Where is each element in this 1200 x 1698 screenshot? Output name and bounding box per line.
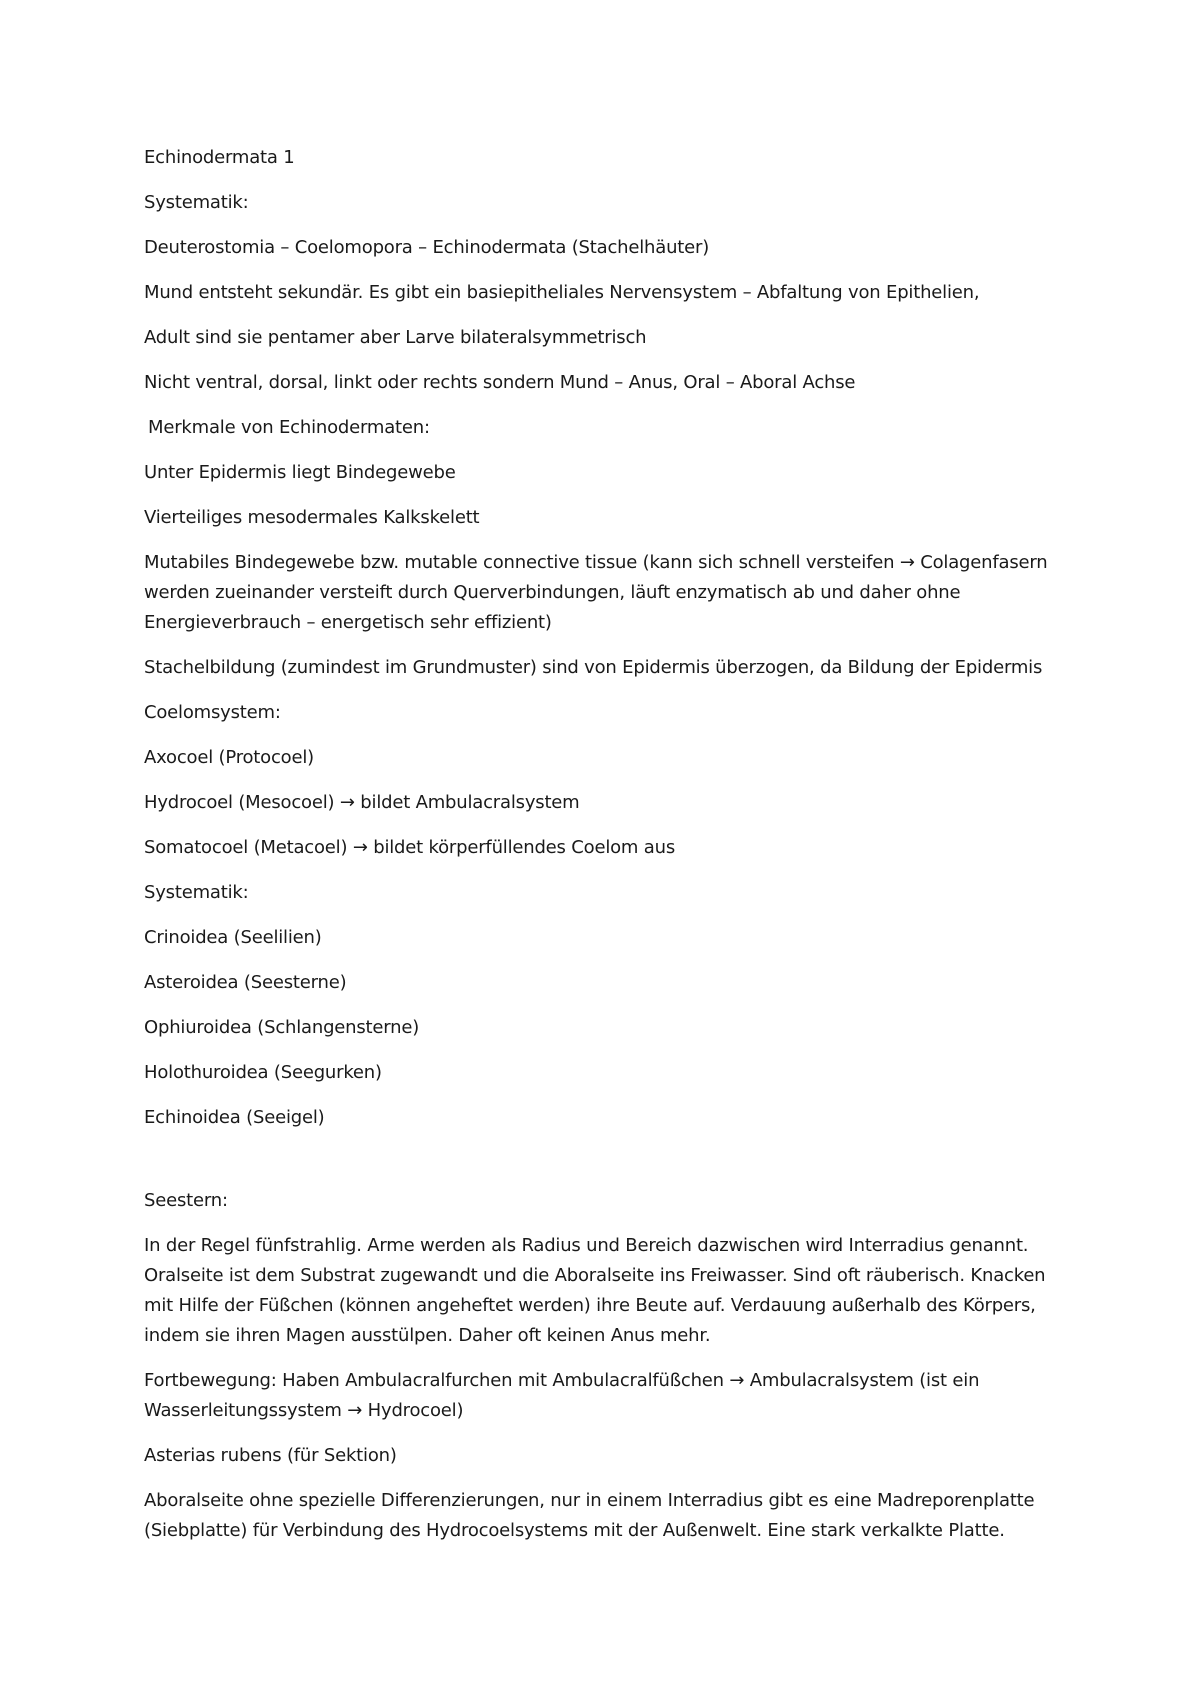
class-item: Crinoidea (Seelilien) <box>144 927 322 948</box>
document-body <box>144 143 1064 1561</box>
class-item: Ophiuroidea (Schlangensterne) <box>144 1017 420 1038</box>
paragraph-mutabiles: Mutabiles Bindegewebe bzw. mutable connective tissue (kann sich schnell versteifen → Colagenfasern werden zueinander versteift durch Querverbindungen, läuft enzymatisch ab und daher ohne Energieverbrauch – energetisch sehr effizient) <box>144 552 1048 633</box>
merkmale-heading: Merkmale von Echinodermaten: <box>148 417 430 438</box>
class-item: Asteroidea (Seesterne) <box>144 972 347 993</box>
paragraph-regel: In der Regel fünfstrahlig. Arme werden als Radius und Bereich dazwischen wird Interradius genannt. Oralseite ist dem Substrat zugewandt und die Aboralseite ins Freiwasser. Sind oft räuberisch. Knacken mit Hilfe der Füßchen (können angeheftet werden) ihre Beute auf. Verdauung außerhalb des Körpers, indem sie ihren Magen ausstülpen. Daher oft keinen Anus mehr. <box>144 1235 1046 1346</box>
paragraph-hydrocoel: Hydrocoel (Mesocoel) → bildet Ambulacralsystem <box>144 792 580 813</box>
paragraph-axocoel: Axocoel (Protocoel) <box>144 747 314 768</box>
paragraph-unter-epidermis: Unter Epidermis liegt Bindegewebe <box>144 462 456 483</box>
paragraph-stachelbildung: Stachelbildung (zumindest im Grundmuster) sind von Epidermis überzogen, da Bildung der Epidermis <box>144 657 1043 678</box>
paragraph-deuterostomia: Deuterostomia – Coelomopora – Echinodermata (Stachelhäuter) <box>144 237 710 258</box>
seestern-heading: Seestern: <box>144 1190 228 1211</box>
paragraph-somatocoel: Somatocoel (Metacoel) → bildet körperfüllendes Coelom aus <box>144 837 675 858</box>
paragraph-adult: Adult sind sie pentamer aber Larve bilateralsymmetrisch <box>144 327 647 348</box>
class-item: Holothuroidea (Seegurken) <box>144 1062 382 1083</box>
paragraph-aboralseite: Aboralseite ohne spezielle Differenzierungen, nur in einem Interradius gibt es eine Madreporenplatte (Siebplatte) für Verbindung des Hydrocoelsystems mit der Außenwelt. Eine stark verkalkte Platte. <box>144 1490 1035 1541</box>
paragraph-asterias: Asterias rubens (für Sektion) <box>144 1445 397 1466</box>
systematik-heading: Systematik: <box>144 192 249 213</box>
class-item: Echinoidea (Seeigel) <box>144 1107 325 1128</box>
document-title: Echinodermata 1 <box>144 147 295 168</box>
paragraph-fortbewegung: Fortbewegung: Haben Ambulacralfurchen mit Ambulacralfüßchen → Ambulacralsystem (ist ein Wasserleitungssystem → Hydrocoel) <box>144 1370 980 1421</box>
systematik-heading-2: Systematik: <box>144 882 249 903</box>
coelomsystem-heading: Coelomsystem: <box>144 702 281 723</box>
paragraph-vierteiliges: Vierteiliges mesodermales Kalkskelett <box>144 507 480 528</box>
blank-line <box>144 1148 1064 1186</box>
paragraph-nicht-ventral: Nicht ventral, dorsal, linkt oder rechts sondern Mund – Anus, Oral – Aboral Achse <box>144 372 856 393</box>
paragraph-mund: Mund entsteht sekundär. Es gibt ein basiepitheliales Nervensystem – Abfaltung von Epithelien, <box>144 282 980 303</box>
